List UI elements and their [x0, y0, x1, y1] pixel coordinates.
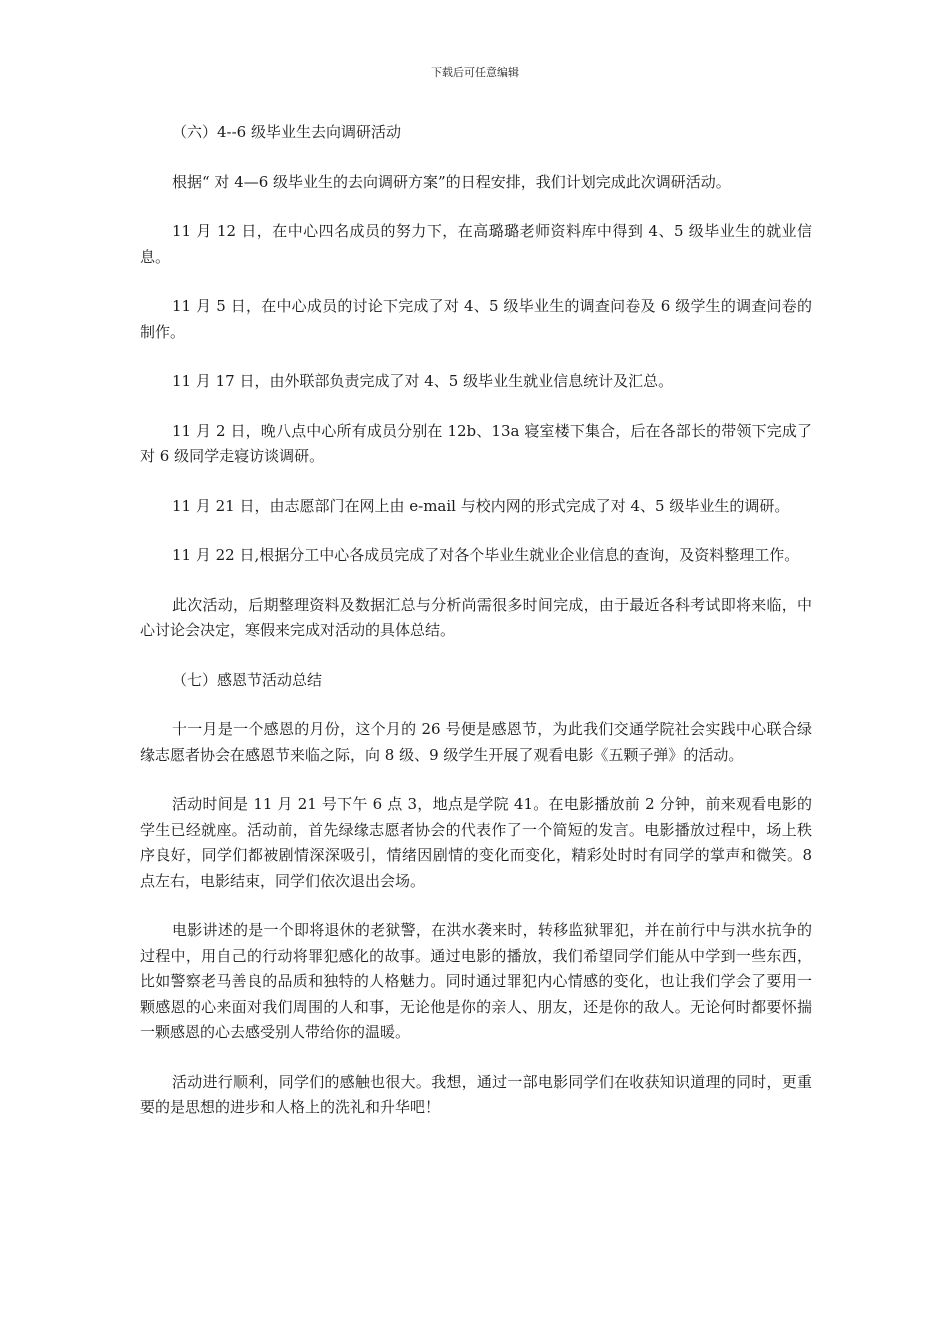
- paragraph: 11 月 17 日，由外联部负责完成了对 4、5 级毕业生就业信息统计及汇总。: [172, 372, 674, 390]
- download-note: 下载后可任意编辑: [431, 66, 519, 79]
- section-heading-6: （六）4--6 级毕业生去向调研活动: [172, 123, 401, 141]
- paragraph: 电影讲述的是一个即将退休的老狱警，在洪水袭来时，转移监狱罪犯，并在前行中与洪水抗争的过程中，用自己的行动将罪犯感化的故事。通过电影的播放，我们希望同学们能从中学到一些东西，比如警察老马善良的品质和独特的人格魅力。同时通过罪犯内心情感的变化，也让我们学会了要用一颗感恩的心来面对我们周围的人和事，无论他是你的亲人、朋友，还是你的敌人。无论何时都要怀揣一颗感恩的心去感受别人带给你的温暖。: [140, 921, 812, 1041]
- paragraph: 11 月 21 日，由志愿部门在网上由 e-mail 与校内网的形式完成了对 4、5 级毕业生的调研。: [172, 496, 790, 515]
- paragraph: 根据“ 对 4—6 级毕业生的去向调研方案”的日程安排，我们计划完成此次调研活动。: [172, 172, 731, 191]
- paragraph: 11 月 22 日,根据分工中心各成员完成了对各个毕业生就业企业信息的查询，及资料整理工作。: [172, 546, 800, 564]
- paragraph: 11 月 12 日，在中心四名成员的努力下，在高璐璐老师资料库中得到 4、5 级毕业生的就业信息。: [140, 222, 812, 266]
- paragraph: 此次活动，后期整理资料及数据汇总与分析尚需很多时间完成，由于最近各科考试即将来临，中心讨论会决定，寒假来完成对活动的具体总结。: [140, 595, 812, 639]
- paragraph: 十一月是一个感恩的月份，这个月的 26 号便是感恩节，为此我们交通学院社会实践中心联合绿缘志愿者协会在感恩节来临之际，向 8 级、9 级学生开展了观看电影《五颗子弹》的活动。: [140, 720, 812, 764]
- paragraph: 活动时间是 11 月 21 号下午 6 点 3，地点是学院 41。在电影播放前 2 分钟，前来观看电影的学生已经就座。活动前，首先绿缘志愿者协会的代表作了一个简短的发言。电影播放过程中，场上秩序良好，同学们都被剧情深深吸引，情绪因剧情的变化而变化，精彩处时时有同学的掌声和微笑。8 点左右，电影结束，同学们依次退出会场。: [140, 795, 812, 890]
- section-heading-7: （七）感恩节活动总结: [172, 670, 323, 689]
- document-body: [140, 120, 812, 1145]
- paragraph: 活动进行顺利，同学们的感触也很大。我想，通过一部电影同学们在收获知识道理的同时，更重要的是思想的进步和人格上的洗礼和升华吧！: [140, 1072, 812, 1116]
- paragraph: 11 月 2 日，晚八点中心所有成员分别在 12b、13a 寝室楼下集合，后在各部长的带领下完成了对 6 级同学走寝访谈调研。: [140, 421, 812, 465]
- paragraph: 11 月 5 日，在中心成员的讨论下完成了对 4、5 级毕业生的调查问卷及 6 级学生的调查问卷的制作。: [140, 297, 812, 341]
